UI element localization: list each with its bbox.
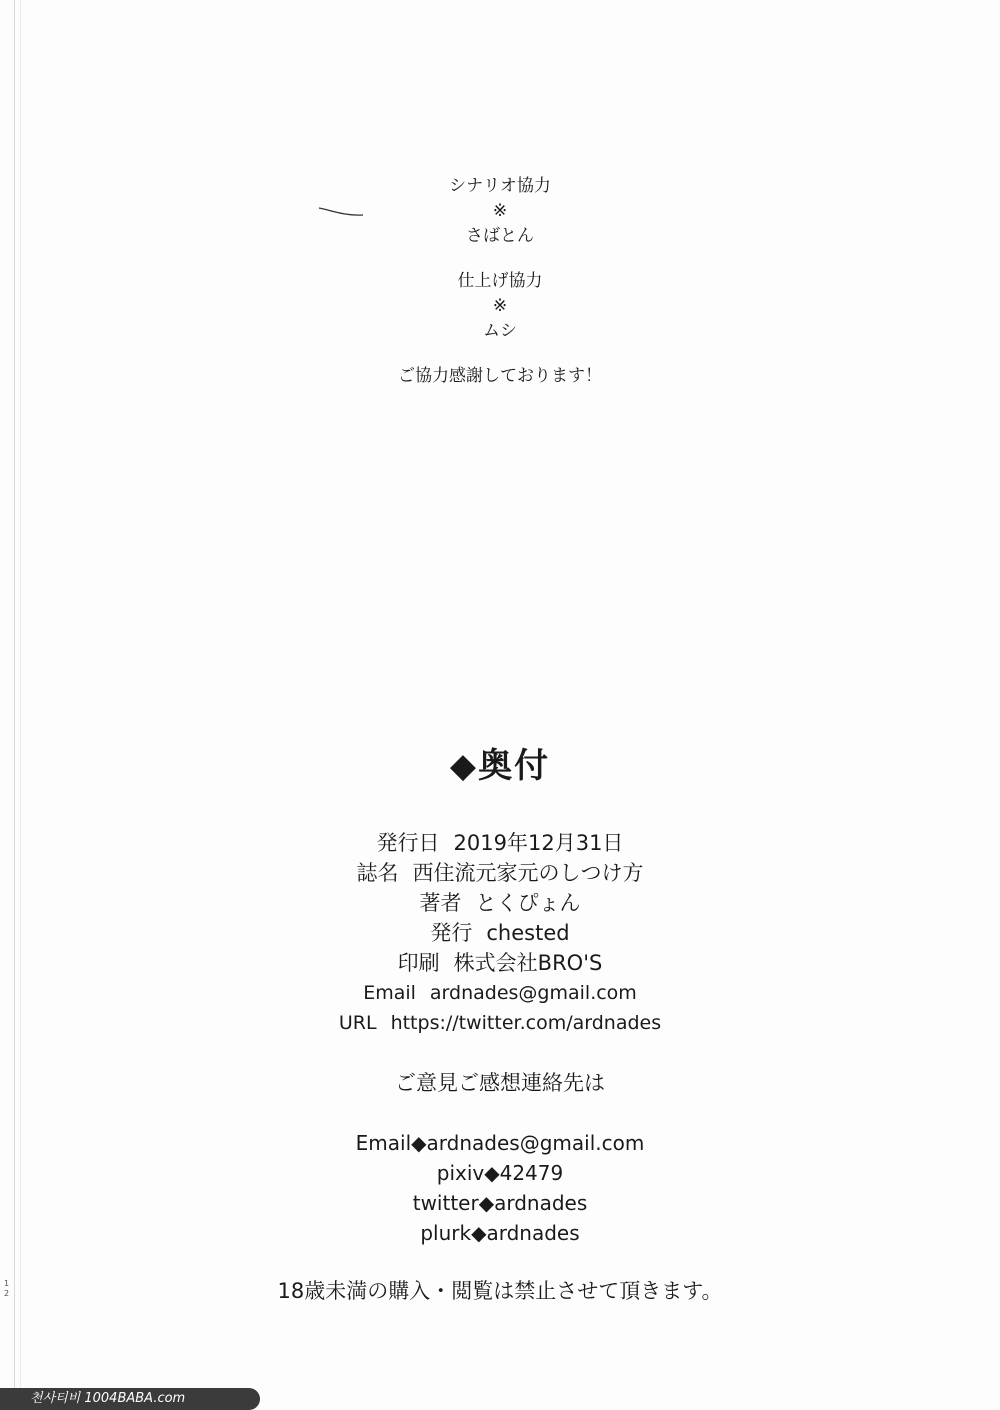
title-label: 誌名 — [356, 861, 399, 885]
author-value: とくぴょん — [475, 891, 581, 915]
publication-info — [200, 828, 800, 1038]
binding-edge-line — [14, 0, 15, 1410]
publish-date-label: 発行日 — [376, 831, 440, 855]
publish-date-row — [200, 828, 800, 858]
title-row — [200, 858, 800, 888]
colophon-title: ◆奥付 — [449, 746, 551, 786]
scenario-credit-label: シナリオ協力 — [449, 176, 551, 196]
printer-value: 株式会社BRO'S — [453, 951, 603, 975]
publisher-label: 発行 — [430, 921, 473, 945]
contact-twitter: twitter◆ardnades — [412, 1191, 588, 1215]
site-watermark: 천사티비 1004BABA.com — [0, 1388, 260, 1410]
contact-email: Email◆ardnades@gmail.com — [355, 1131, 645, 1155]
contact-list — [250, 1128, 750, 1248]
publish-date-value: 2019年12月31日 — [453, 831, 624, 855]
email-label: Email — [363, 982, 416, 1004]
publisher-row — [200, 918, 800, 948]
credits-block — [350, 174, 650, 389]
email-value: ardnades@gmail.com — [429, 982, 637, 1004]
finish-credit-name: ムシ — [483, 321, 517, 341]
author-label: 著者 — [419, 891, 462, 915]
contact-heading: ご意見ご感想連絡先は — [395, 1071, 605, 1095]
publisher-value: chested — [486, 921, 570, 945]
page-mark: 1 — [4, 1279, 10, 1288]
printer-row — [200, 948, 800, 978]
contact-plurk: plurk◆ardnades — [420, 1221, 580, 1245]
url-value: https://twitter.com/ardnades — [390, 1012, 662, 1034]
title-value: 西住流元家元のしつけ方 — [412, 861, 644, 885]
url-row — [200, 1008, 800, 1038]
contact-pixiv: pixiv◆42479 — [436, 1161, 564, 1185]
email-row — [200, 978, 800, 1008]
author-row — [200, 888, 800, 918]
age-restriction-notice: 18歳未満の購入・閲覧は禁止させて頂きます。 — [277, 1279, 723, 1303]
finish-credit-label: 仕上げ協力 — [457, 271, 543, 291]
binding-edge-line-inner — [20, 0, 21, 1410]
finish-credit-mark: ※ — [492, 296, 508, 316]
page-marks — [4, 1279, 9, 1299]
url-label: URL — [338, 1012, 377, 1034]
scenario-credit-mark: ※ — [492, 201, 508, 221]
printer-label: 印刷 — [397, 951, 440, 975]
thanks-message: ご協力感謝しております！ — [398, 366, 602, 386]
page-mark: 2 — [4, 1289, 10, 1298]
scenario-credit-name: さばとん — [466, 226, 534, 246]
